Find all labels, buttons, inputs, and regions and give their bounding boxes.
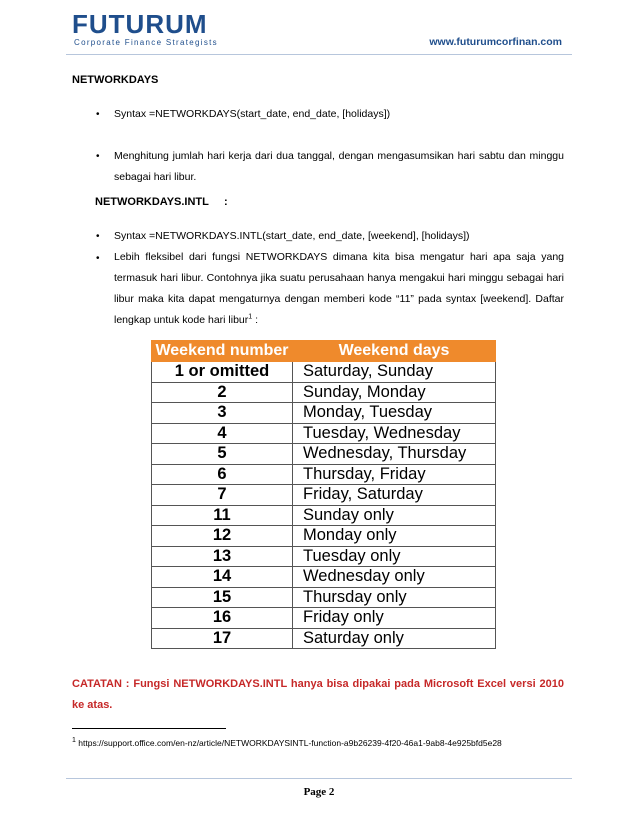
- table-row: [152, 567, 496, 588]
- table-row: [152, 464, 496, 485]
- table-row: [152, 403, 496, 424]
- bullet-icon: •: [96, 151, 100, 162]
- bullet-description-networkdays-intl: [114, 247, 564, 331]
- bullet-syntax-networkdays-intl: Syntax =NETWORKDAYS.INTL(start_date, end_date, [weekend], [holidays]): [114, 230, 470, 242]
- table-row: [152, 608, 496, 629]
- footnote-ref[interactable]: 1: [248, 313, 253, 321]
- website-link[interactable]: www.futurumcorfinan.com: [429, 36, 562, 48]
- table-row: [152, 444, 496, 465]
- footnote-url[interactable]: https://support.office.com/en-nz/article/NETWORKDAYSINTL-function-a9b26239-4f20-46a1-9ab8-4e925bfd5e28: [75, 738, 502, 748]
- weekend-days-cell: Monday, Tuesday: [293, 403, 496, 424]
- section-title-networkdays: NETWORKDAYS: [72, 74, 159, 86]
- company-logo: [72, 9, 220, 47]
- footer-divider: [66, 778, 572, 779]
- weekend-number-cell: 6: [152, 464, 293, 485]
- weekend-days-cell: Friday, Saturday: [293, 485, 496, 506]
- weekend-number-cell: 7: [152, 485, 293, 506]
- weekend-number-cell: 5: [152, 444, 293, 465]
- weekend-days-cell: Tuesday only: [293, 546, 496, 567]
- weekend-days-cell: Saturday only: [293, 628, 496, 649]
- weekend-number-cell: 12: [152, 526, 293, 547]
- weekend-number-cell: 16: [152, 608, 293, 629]
- table-row: [152, 587, 496, 608]
- weekend-days-cell: Wednesday, Thursday: [293, 444, 496, 465]
- table-header-row: [152, 341, 496, 362]
- weekend-number-cell: 17: [152, 628, 293, 649]
- description-text: Lebih fleksibel dari fungsi NETWORKDAYS dimana kita bisa mengatur hari apa saja yang termasuk hari libur. Contohnya jika suatu perusahaan hanya mengakui hari minggu sebagai hari libur maka kita dapat mengaturnya dengan memberi kode “11” pada syntax [weekend]. Daftar lengkap untuk kode hari libur: [114, 251, 564, 326]
- weekend-number-cell: 15: [152, 587, 293, 608]
- logo-tagline: Corporate Finance Strategists: [74, 38, 218, 47]
- header-divider: [66, 54, 572, 55]
- weekend-days-cell: Friday only: [293, 608, 496, 629]
- weekend-number-cell: 2: [152, 382, 293, 403]
- weekend-days-cell: Monday only: [293, 526, 496, 547]
- weekend-days-cell: Saturday, Sunday: [293, 362, 496, 383]
- table-row: [152, 505, 496, 526]
- bullet-description-networkdays: Menghitung jumlah hari kerja dari dua tanggal, dengan mengasumsikan hari sabtu dan minggu sebagai hari libur.: [114, 150, 564, 183]
- weekend-number-cell: 1 or omitted: [152, 362, 293, 383]
- note-text: CATATAN : Fungsi NETWORKDAYS.INTL hanya bisa dipakai pada Microsoft Excel versi 2010 ke atas.: [72, 678, 564, 711]
- bullet-syntax-networkdays: Syntax =NETWORKDAYS(start_date, end_date, [holidays]): [114, 108, 391, 120]
- weekend-codes-table: [151, 340, 496, 649]
- weekend-number-cell: 4: [152, 423, 293, 444]
- weekend-days-cell: Wednesday only: [293, 567, 496, 588]
- page-number: Page 2: [303, 786, 335, 798]
- weekend-days-cell: Thursday only: [293, 587, 496, 608]
- footnote-number: 1: [72, 737, 76, 745]
- weekend-days-cell: Tuesday, Wednesday: [293, 423, 496, 444]
- table-row: [152, 485, 496, 506]
- column-header-weekend-days: Weekend days: [293, 341, 496, 362]
- table-row: [152, 382, 496, 403]
- weekend-number-cell: 13: [152, 546, 293, 567]
- table-row: [152, 628, 496, 649]
- weekend-days-cell: Sunday only: [293, 505, 496, 526]
- weekend-days-cell: Sunday, Monday: [293, 382, 496, 403]
- weekend-days-cell: Thursday, Friday: [293, 464, 496, 485]
- table-row: [152, 546, 496, 567]
- table-row: [152, 526, 496, 547]
- weekend-number-cell: 11: [152, 505, 293, 526]
- column-header-weekend-number: Weekend number: [152, 341, 293, 362]
- weekend-number-cell: 14: [152, 567, 293, 588]
- bullet-icon: •: [96, 109, 100, 120]
- logo-wordmark: FUTURUM: [72, 9, 208, 39]
- weekend-number-cell: 3: [152, 403, 293, 424]
- footnote: [72, 738, 502, 748]
- table-row: [152, 362, 496, 383]
- bullet-icon: •: [96, 231, 100, 242]
- section-title-networkdays-intl: NETWORKDAYS.INTL :: [95, 196, 228, 208]
- table-row: [152, 423, 496, 444]
- description-end: :: [252, 314, 259, 326]
- bullet-icon: •: [96, 253, 100, 264]
- footnote-divider: [72, 728, 226, 729]
